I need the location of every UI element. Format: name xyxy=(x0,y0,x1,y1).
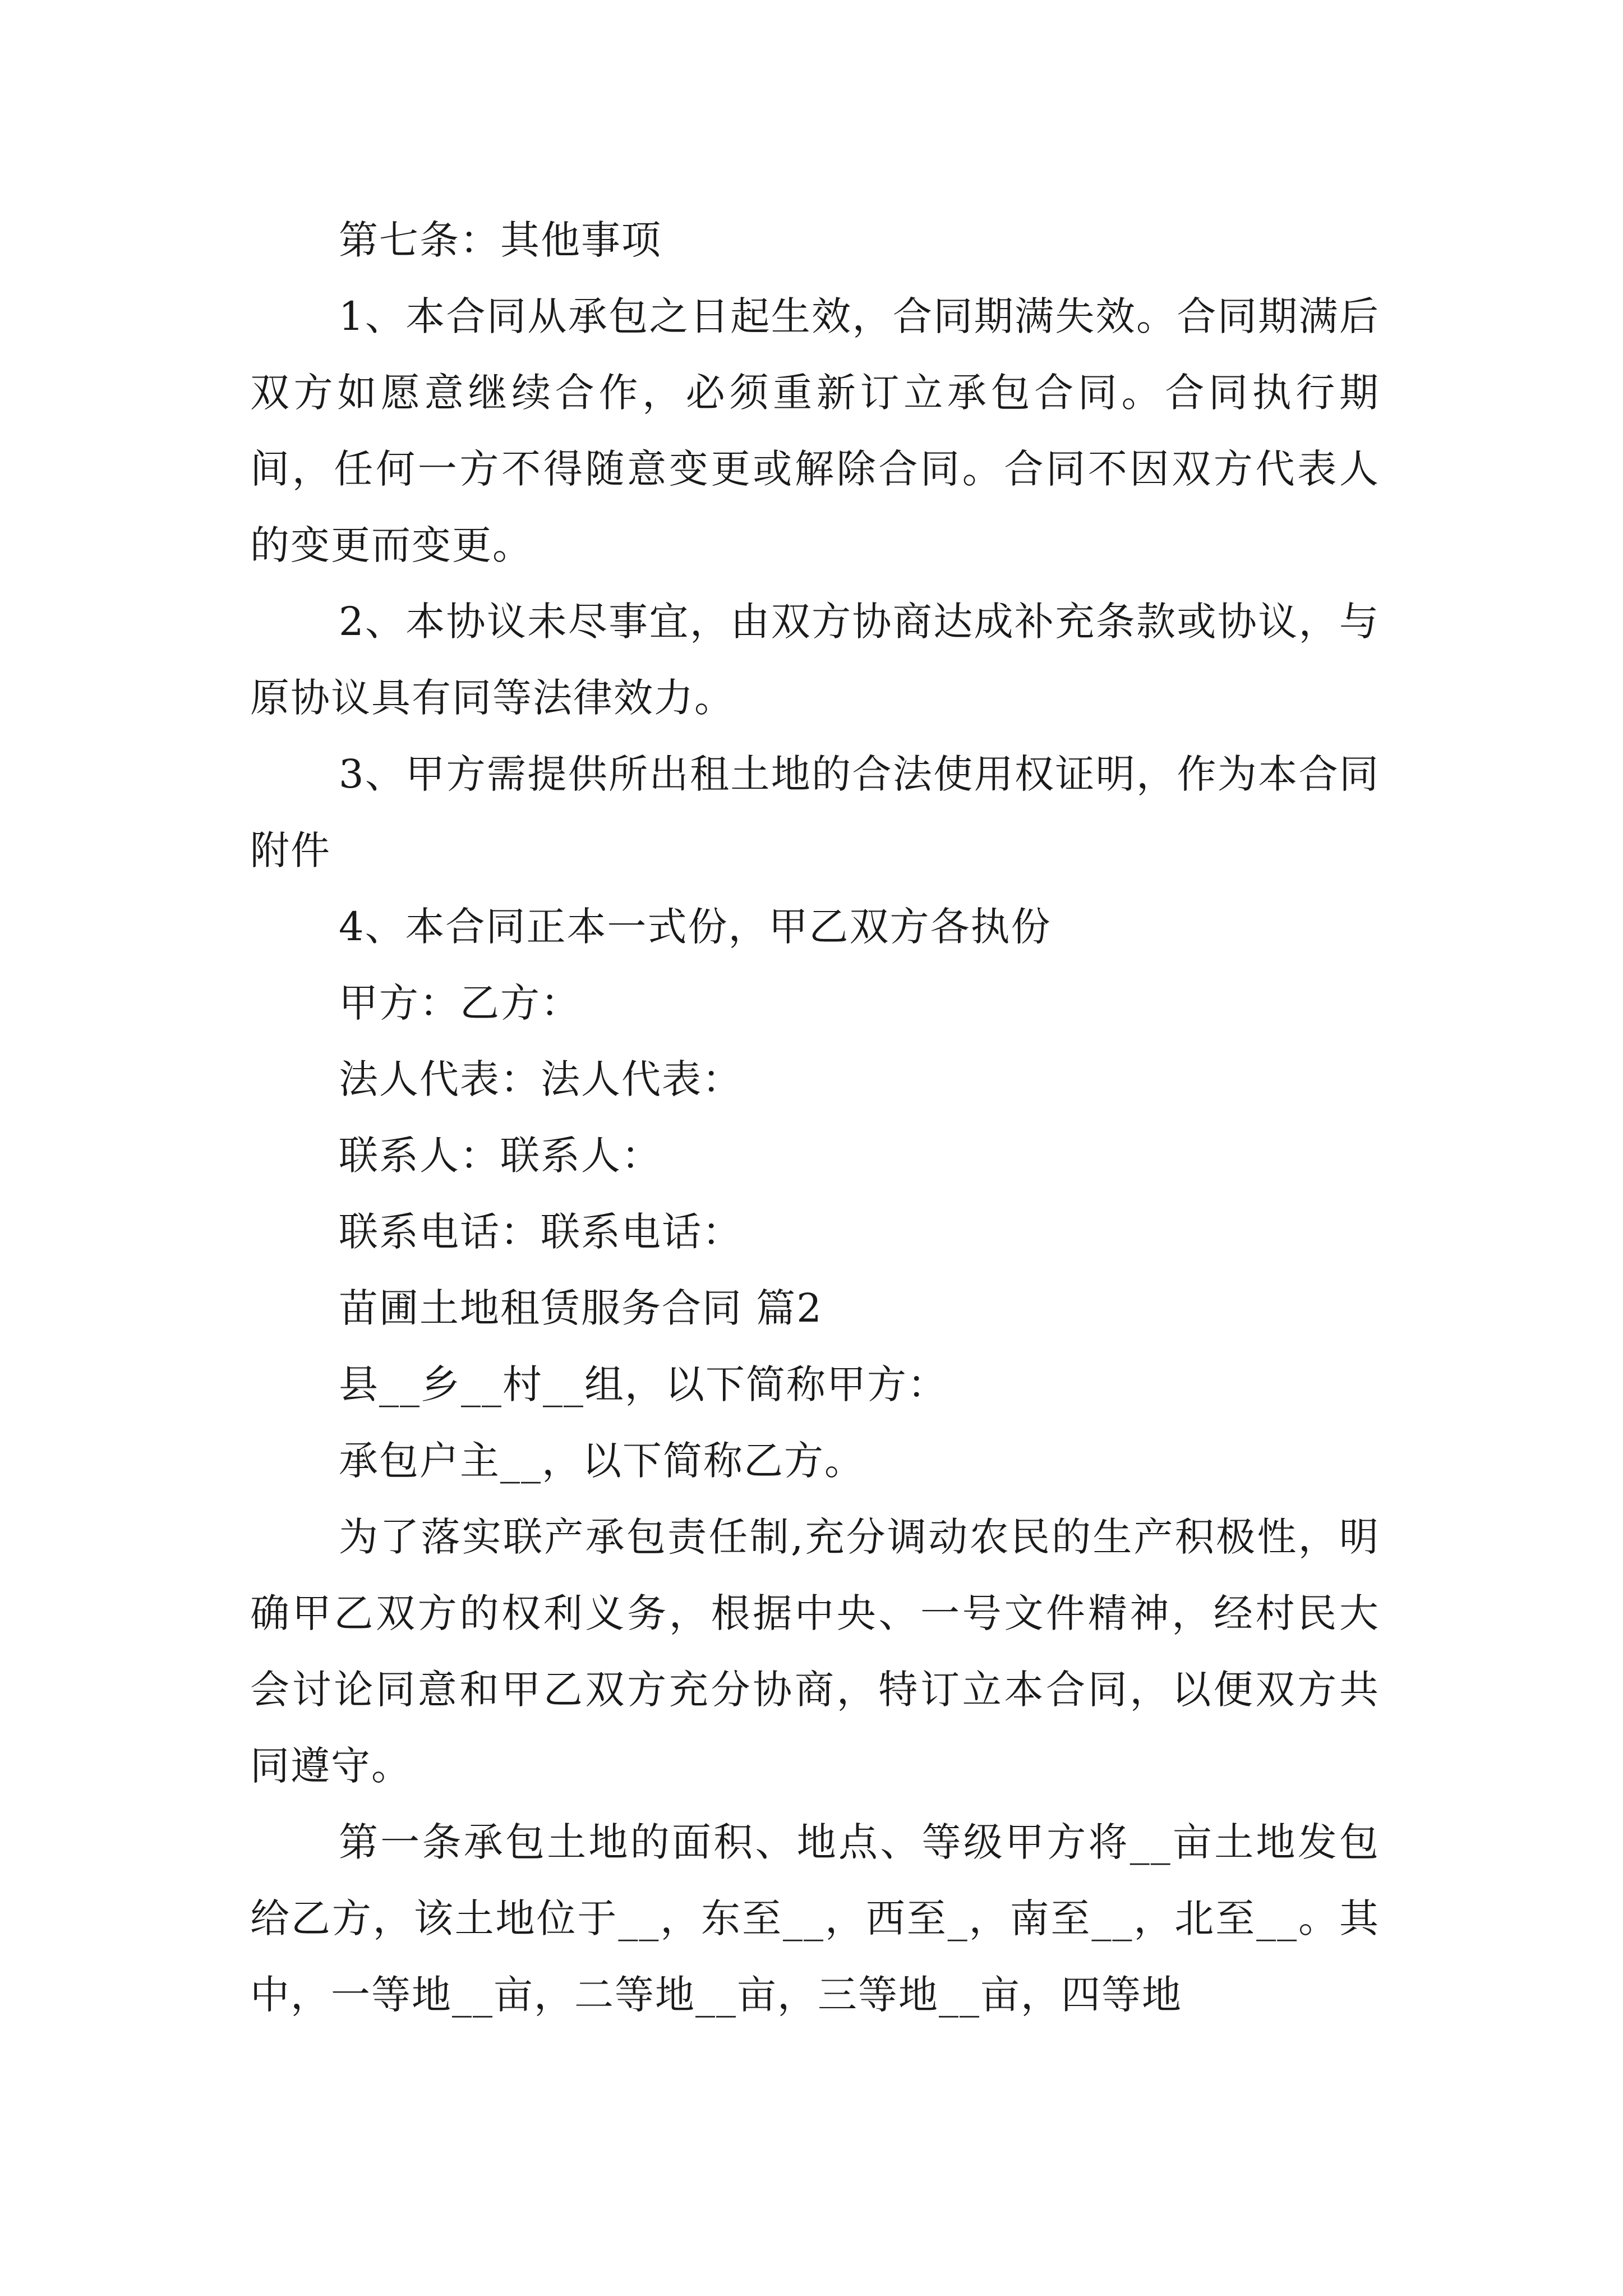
clause-2-paragraph: 2、本协议未尽事宜，由双方协商达成补充条款或协议，与原协议具有同等法律效力。 xyxy=(250,599,1380,721)
contact-person-line: 联系人：联系人： xyxy=(339,1133,662,1179)
clause-1-paragraph: 1、本合同从承包之日起生效，合同期满失效。合同期满后双方如愿意继续合作，必须重新订立承包合同。合同执行期间，任何一方不得随意变更或解除合同。合同不因双方代表人的变更而变更。 xyxy=(250,293,1380,568)
party-b-line: 承包户主__，以下简称乙方。 xyxy=(339,1438,865,1484)
clause-4-paragraph: 4、本合同正本一式份，甲乙双方各执份 xyxy=(339,904,1052,950)
section-title: 苗圃土地租赁服务合同 篇2 xyxy=(339,1285,823,1331)
document-body xyxy=(250,202,1380,2033)
contact-phone-line: 联系电话：联系电话： xyxy=(339,1209,743,1255)
preamble-paragraph: 为了落实联产承包责任制,充分调动农民的生产积极性，明确甲乙双方的权利义务，根据中央、一号文件精神，经村民大会讨论同意和甲乙双方充分协商，特订立本合同，以便双方共同遵守。 xyxy=(250,1514,1380,1789)
legal-representative-line: 法人代表：法人代表： xyxy=(339,1056,743,1102)
article-7-heading: 第七条：其他事项 xyxy=(339,217,662,263)
party-a-line: 县__乡__村__组，以下简称甲方： xyxy=(339,1361,948,1407)
article-1-paragraph: 第一条承包土地的面积、地点、等级甲方将__亩土地发包给乙方，该土地位于__，东至__，西至_，南至__，北至__。其中，一等地__亩，二等地__亩，三等地__亩，四等地 xyxy=(250,1819,1380,2018)
clause-3-paragraph: 3、甲方需提供所出租土地的合法使用权证明，作为本合同附件 xyxy=(250,751,1380,873)
party-line: 甲方：乙方： xyxy=(339,980,581,1026)
